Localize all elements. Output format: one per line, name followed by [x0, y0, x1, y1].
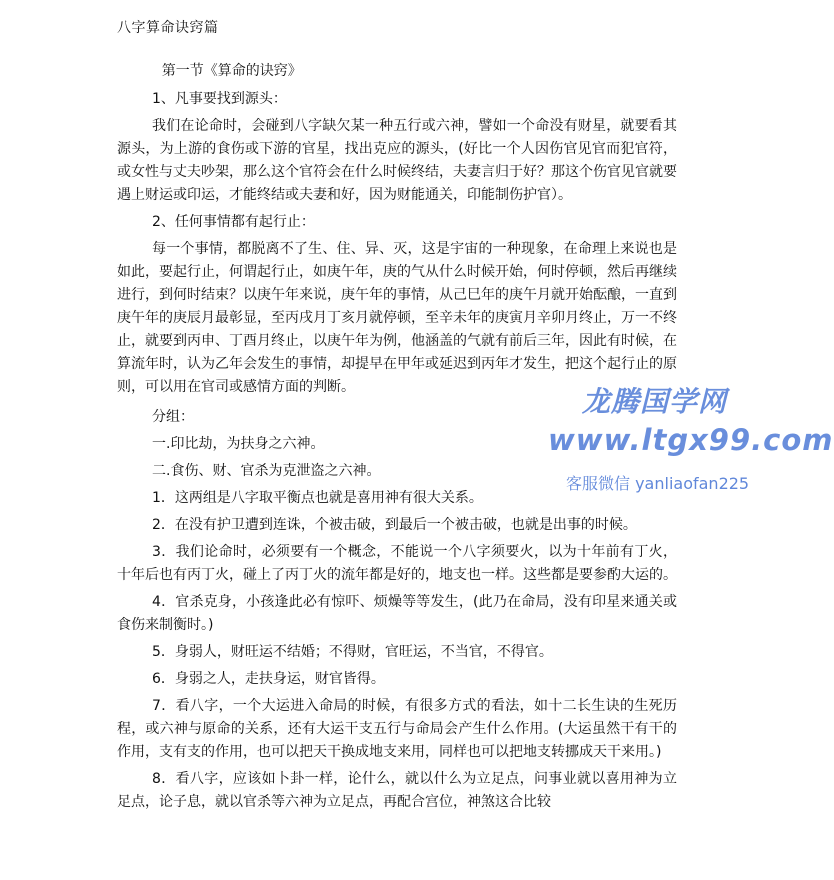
- watermark-url: www.ltgx99.com: [548, 423, 834, 457]
- group-two: 二.食伤、财、官杀为克泄盗之六神。: [152, 463, 381, 479]
- list-item-8: 8．看八字，应该如卜卦一样，论什么，就以什么为立足点，问事业就以喜用神为立足点，论子息，就以官杀等六神为立足点，再配合宫位，神煞这合比较: [117, 771, 677, 810]
- list-item-3: 3．我们论命时，必须要有一个概念，不能说一个八字须要火，以为十年前有丁火，十年后也有丙丁火，碰上了丙丁火的流年都是好的，地支也一样。这些都是要参酌大运的。: [117, 544, 677, 583]
- grouping-heading: 分组：: [152, 409, 194, 425]
- paragraph-cycle: 每一个事情，都脱离不了生、住、异、灭，这是宇宙的一种现象，在命理上来说也是如此，要起行止，何谓起行止，如庚午年，庚的气从什么时候开始，何时停顿，然后再继续进行，到何时结束？以庚午年来说，庚午年的事情，从己巳年的庚午月就开始酝酿，一直到庚午年的庚辰月最彰显，至丙戌月丁亥月就停顿，至辛未年的庚寅月辛卯月终止，万一不终止，就要到丙申、丁酉月终止，以庚午年为例，他涵盖的气就有前后三年，因此有时候，在算流年时，认为乙年会发生的事情，却提早在甲年或延迟到丙年才发生，把这个起行止的原则，可以用在官司或感情方面的判断。: [117, 241, 677, 395]
- heading-2: 2、任何事情都有起行止：: [152, 214, 315, 230]
- watermark-brand: 龙腾国学网: [582, 385, 728, 418]
- list-item-6: 6．身弱之人，走扶身运，财官皆得。: [152, 671, 385, 687]
- group-one: 一.印比劫，为扶身之六神。: [152, 436, 325, 452]
- heading-1: 1、凡事要找到源头：: [152, 91, 287, 107]
- document-body: [117, 60, 677, 814]
- list-item-4: 4．官杀克身，小孩逢此必有惊吓、烦燥等等发生，(此乃在命局，没有印星来通关或食伤来制衡时。): [117, 594, 677, 633]
- list-item-1: 1．这两组是八字取平衡点也就是喜用神有很大关系。: [152, 490, 483, 506]
- paragraph-source: 我们在论命时，会碰到八字缺欠某一种五行或六神，譬如一个命没有财星，就要看其源头，为上游的食伤或下游的官星，找出克应的源头，(好比一个人因伤官见官而犯官符，或女性与丈夫吵架，那么这个官符会在什么时候终结，夫妻言归于好？那这个伤官见官就要遇上财运或印运，才能终结或夫妻和好，因为财能通关，印能制伤护官）。: [117, 118, 677, 203]
- list-item-2: 2．在没有护卫遭到连诛，个被击破，到最后一个被击破，也就是出事的时候。: [152, 517, 637, 533]
- watermark-contact: 客服微信 yanliaofan225: [566, 474, 750, 493]
- list-item-7: 7．看八字，一个大运进入命局的时候，有很多方式的看法，如十二长生诀的生死历程，或六神与原命的关系，还有大运干支五行与命局会产生什么作用。(大运虽然干有干的作用，支有支的作用，也可以把天干换成地支来用，同样也可以把地支转挪成天干来用。): [117, 698, 677, 760]
- list-item-5: 5．身弱人，财旺运不结婚；不得财，官旺运，不当官，不得官。: [152, 644, 553, 660]
- section-title: 第一节《算命的诀窍》: [161, 63, 302, 79]
- document-title: 八字算命诀窍篇: [117, 20, 219, 36]
